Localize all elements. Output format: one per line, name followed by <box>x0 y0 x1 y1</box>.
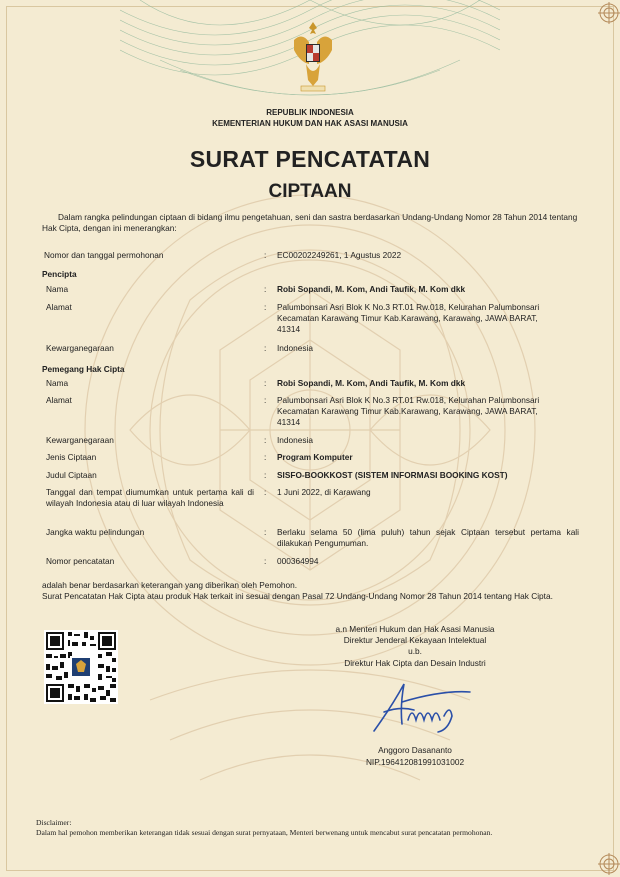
colon: : <box>264 452 267 462</box>
colon: : <box>264 435 267 445</box>
pemegang-address-label: Alamat <box>46 395 72 405</box>
corner-ornament-icon <box>596 851 620 877</box>
colon: : <box>264 302 267 312</box>
pemegang-citizenship-label: Kewarganegaraan <box>46 435 114 445</box>
pencipta-address: Palumbonsari Asri Blok K No.3 RT.01 Rw.018, Kelurahan Palumbonsari Kecamatan Karawang Timur Kab.Karawang, Karawang, JAWA BARAT, 41314 <box>277 302 540 334</box>
header-ministry: KEMENTERIAN HUKUM DAN HAK ASASI MANUSIA <box>212 119 408 128</box>
colon: : <box>264 250 267 260</box>
work-term: Berlaku selama 50 (lima puluh) tahun sejak Ciptaan tersebut pertama kali dilakukan Pengumuman. <box>277 527 579 548</box>
work-record-label: Nomor pencatatan <box>46 556 115 566</box>
application-label: Nomor dan tanggal permohonan <box>44 250 164 260</box>
pemegang-name: Robi Sopandi, M. Kom, Andi Taufik, M. Kom dkk <box>277 378 466 388</box>
signatory-name: Anggoro Dasananto <box>378 745 452 755</box>
colon: : <box>264 470 267 480</box>
pencipta-name-label: Nama <box>46 284 69 294</box>
header-republic: REPUBLIK INDONESIA <box>266 108 354 117</box>
pencipta-address-label: Alamat <box>46 302 72 312</box>
colon: : <box>264 343 267 353</box>
work-title: SISFO-BOOKKOST (SISTEM INFORMASI BOOKING KOST) <box>277 470 508 480</box>
work-type: Program Komputer <box>277 452 353 462</box>
colon: : <box>264 487 267 497</box>
work-record: 000364994 <box>277 556 319 566</box>
pencipta-citizenship-label: Kewarganegaraan <box>46 343 114 353</box>
work-title-label: Judul Ciptaan <box>46 470 97 480</box>
application-value: EC00202249261, 1 Agustus 2022 <box>277 250 402 260</box>
colon: : <box>264 284 267 294</box>
signature-line-4: Direktur Hak Cipta dan Desain Industri <box>344 658 486 668</box>
intro-paragraph: Dalam rangka pelindungan ciptaan di bidang ilmu pengetahuan, seni dan sastra berdasarkan Undang-Undang Nomor 28 Tahun 2014 tentang Hak Cipta, dengan ini menerangkan: <box>42 212 578 233</box>
garuda-emblem-icon <box>292 20 334 98</box>
pencipta-heading: Pencipta <box>42 269 77 279</box>
signatory-nip: NIP.196412081991031002 <box>365 757 465 767</box>
pemegang-citizenship: Indonesia <box>277 435 313 445</box>
disclaimer-text: Dalam hal pemohon memberikan keterangan tidak sesuai dengan surat pernyataan, Menteri berwenang untuk mencabut surat pencatatan permohonan. <box>36 828 493 837</box>
closing-line-1: adalah benar berdasarkan keterangan yang diberikan oleh Pemohon. <box>42 580 298 590</box>
signature-line-1: a.n Menteri Hukum dan Hak Asasi Manusia <box>335 624 495 634</box>
disclaimer-heading: Disclaimer: <box>36 818 72 827</box>
pencipta-citizenship: Indonesia <box>277 343 313 353</box>
signature-line-3: u.b. <box>408 646 422 656</box>
closing-line-2: Surat Pencatatan Hak Cipta atau produk Hak terkait ini sesuai dengan Pasal 72 Undang-Undang Nomor 28 Tahun 2014 tentang Hak Cipta. <box>42 591 553 601</box>
work-type-label: Jenis Ciptaan <box>46 452 97 462</box>
colon: : <box>264 378 267 388</box>
corner-ornament-icon <box>596 0 620 26</box>
qr-code-icon[interactable] <box>44 630 118 704</box>
closing-statement <box>42 580 582 602</box>
pencipta-name: Robi Sopandi, M. Kom, Andi Taufik, M. Kom dkk <box>277 284 466 294</box>
document-subtitle: CIPTAAN <box>268 181 352 202</box>
document-title: SURAT PENCATATAN <box>189 146 431 172</box>
colon: : <box>264 395 267 405</box>
work-published-label: Tanggal dan tempat diumumkan untuk pertama kali di wilayah Indonesia atau di luar wilayah Indonesia <box>46 487 254 508</box>
pemegang-address: Palumbonsari Asri Blok K No.3 RT.01 Rw.018, Kelurahan Palumbonsari Kecamatan Karawang Timur Kab.Karawang, Karawang, JAWA BARAT, 41314 <box>277 395 540 427</box>
work-published: 1 Juni 2022, di Karawang <box>277 487 371 497</box>
colon: : <box>264 527 267 537</box>
work-term-label: Jangka waktu pelindungan <box>46 527 145 537</box>
signature-line-2: Direktur Jenderal Kekayaan Intelektual <box>343 635 487 645</box>
pemegang-heading: Pemegang Hak Cipta <box>42 364 125 374</box>
pemegang-name-label: Nama <box>46 378 69 388</box>
handwritten-signature <box>362 676 474 736</box>
colon: : <box>264 556 267 566</box>
